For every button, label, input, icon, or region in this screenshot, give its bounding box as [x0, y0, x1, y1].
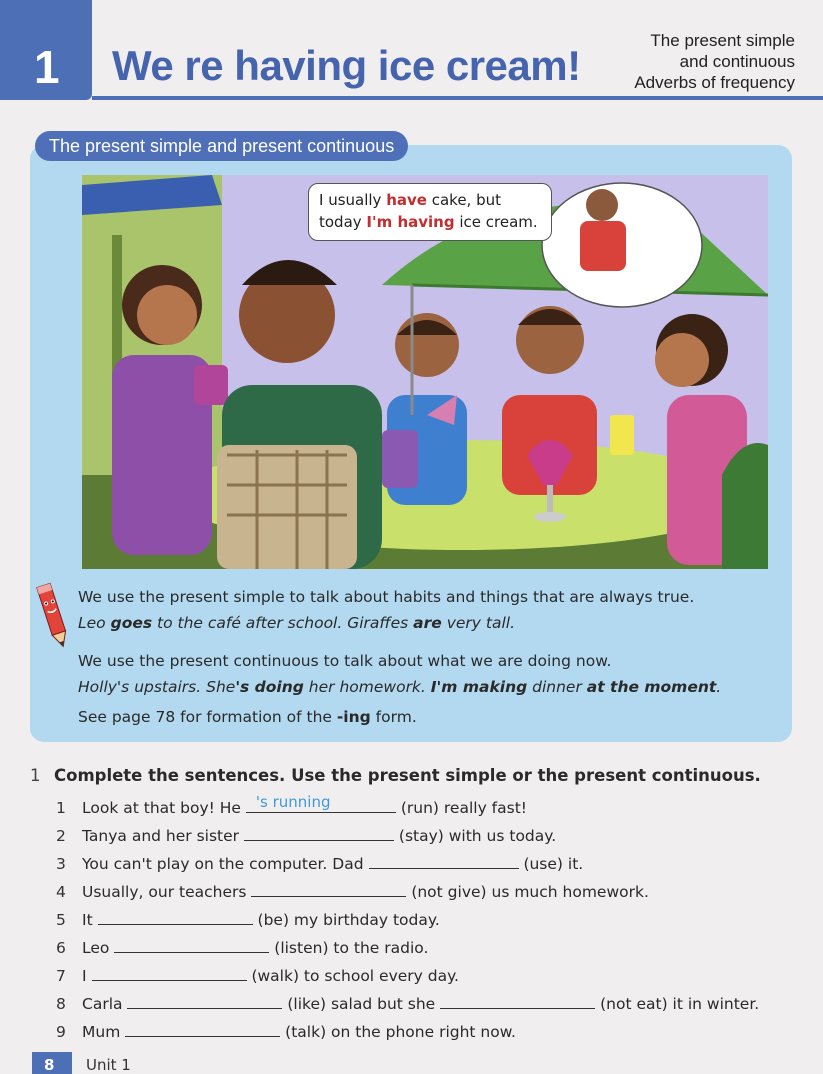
- answer-blank[interactable]: [244, 822, 394, 841]
- example-text: .: [716, 678, 722, 696]
- item-text: Look at that boy! He: [82, 799, 241, 817]
- item-number: 5: [56, 911, 66, 929]
- item-number: 2: [56, 827, 66, 845]
- example-text: very tall.: [441, 614, 515, 632]
- item-text: (not eat) it in winter.: [600, 995, 760, 1013]
- unit-number: 1: [34, 41, 60, 93]
- topic-line: and continuous: [679, 52, 795, 71]
- header-rule: [92, 96, 823, 100]
- section-title: The present simple and present continuous: [35, 131, 408, 161]
- exercise-item: [30, 794, 800, 822]
- item-number: 3: [56, 855, 66, 873]
- speech-bubble: [308, 183, 552, 241]
- exercise-1: [30, 764, 800, 1046]
- item-text: (listen) to the radio.: [274, 939, 429, 957]
- exercise-item: [30, 850, 800, 878]
- item-number: 6: [56, 939, 66, 957]
- item-number: 4: [56, 883, 66, 901]
- speech-text: today: [319, 213, 367, 231]
- answer-blank[interactable]: [246, 794, 396, 813]
- item-number: 1: [56, 799, 66, 817]
- rule-page-reference: [78, 704, 778, 730]
- exercise-item: [30, 878, 800, 906]
- page-number: 8: [44, 1056, 55, 1074]
- answer-blank[interactable]: [251, 878, 406, 897]
- reference-text: form.: [370, 708, 417, 726]
- answer-blank[interactable]: [125, 1018, 280, 1037]
- speech-highlight: I'm having: [366, 213, 455, 231]
- speech-text: I usually: [319, 191, 387, 209]
- example-text: Leo: [78, 614, 111, 632]
- example-text: her homework.: [303, 678, 431, 696]
- item-text: (walk) to school every day.: [251, 967, 459, 985]
- pencil-icon: [36, 580, 70, 654]
- item-text: (like) salad but she: [287, 995, 436, 1013]
- topic-line: Adverbs of frequency: [634, 73, 795, 92]
- example-text: to the café after school. Giraffes: [152, 614, 414, 632]
- speech-text: cake, but: [426, 191, 502, 209]
- rule-present-continuous: We use the present continuous to talk about what we are doing now.: [78, 652, 612, 670]
- item-text: Tanya and her sister: [82, 827, 240, 845]
- speech-text: ice cream.: [454, 213, 538, 231]
- example-bold: I'm making: [430, 678, 528, 696]
- example-bold: 's doing: [235, 678, 304, 696]
- example-bold: goes: [110, 614, 153, 632]
- item-text: Mum: [82, 1023, 121, 1041]
- example-present-simple: [78, 610, 778, 636]
- exercise-item: [30, 934, 800, 962]
- exercise-heading: [30, 764, 800, 788]
- answer-blank[interactable]: [92, 962, 247, 981]
- item-text: Carla: [82, 995, 123, 1013]
- item-number: 8: [56, 995, 66, 1013]
- item-text: Usually, our teachers: [82, 883, 247, 901]
- answer-blank[interactable]: [98, 906, 253, 925]
- speech-highlight: have: [386, 191, 427, 209]
- item-text: (talk) on the phone right now.: [285, 1023, 516, 1041]
- reference-bold: -ing: [336, 708, 371, 726]
- exercise-item: [30, 962, 800, 990]
- item-text: It: [82, 911, 93, 929]
- speech-line-1: [319, 189, 541, 211]
- item-text: I: [82, 967, 87, 985]
- item-text: (stay) with us today.: [398, 827, 557, 845]
- exercise-number: 1: [30, 766, 41, 785]
- speech-line-2: [319, 211, 541, 233]
- exercise-item: [30, 1018, 800, 1046]
- exercise-item: [30, 990, 800, 1018]
- item-text: You can't play on the computer. Dad: [82, 855, 364, 873]
- topic-line: The present simple: [650, 31, 795, 50]
- example-text: Holly's upstairs. She: [78, 678, 236, 696]
- answer-blank[interactable]: [114, 934, 269, 953]
- item-number: 7: [56, 967, 66, 985]
- exercise-instruction: Complete the sentences. Use the present simple or the present continuous.: [54, 766, 761, 785]
- grammar-rules: [78, 584, 778, 730]
- unit-topics: [634, 30, 795, 93]
- example-bold: at the moment: [586, 678, 717, 696]
- item-text: (not give) us much homework.: [411, 883, 649, 901]
- exercise-item: [30, 822, 800, 850]
- unit-title: We re having ice cream!: [112, 42, 581, 89]
- item-text: Leo: [82, 939, 110, 957]
- item-number: 9: [56, 1023, 66, 1041]
- reference-text: See page 78 for formation of the: [78, 708, 337, 726]
- answer-blank[interactable]: [127, 990, 282, 1009]
- example-bold: are: [413, 614, 442, 632]
- footer-unit-label: Unit 1: [86, 1056, 131, 1074]
- example-present-continuous: [78, 674, 778, 700]
- example-text: dinner: [527, 678, 587, 696]
- item-text: (be) my birthday today.: [257, 911, 440, 929]
- rule-present-simple: We use the present simple to talk about habits and things that are always true.: [78, 588, 695, 606]
- item-text: (run) really fast!: [400, 799, 527, 817]
- answer-blank[interactable]: [440, 990, 595, 1009]
- item-text: (use) it.: [523, 855, 584, 873]
- exercise-item: [30, 906, 800, 934]
- filled-answer: 's running: [255, 793, 331, 811]
- answer-blank[interactable]: [369, 850, 519, 869]
